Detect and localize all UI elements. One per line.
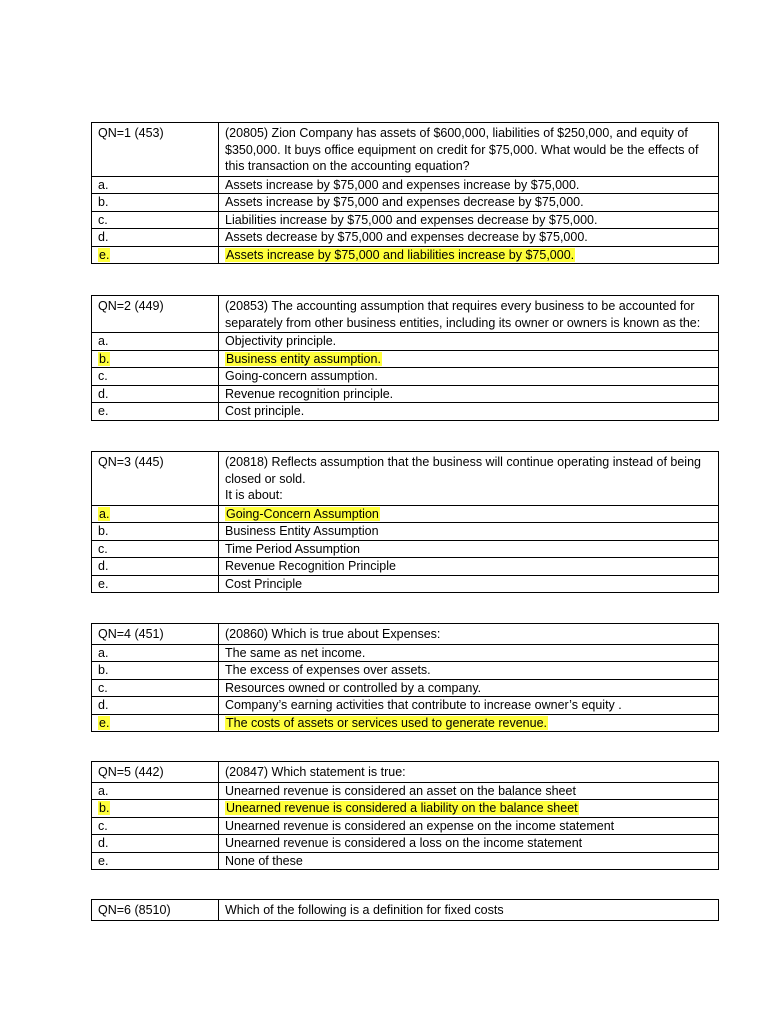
option-label-text: b.: [98, 195, 109, 209]
option-label-text: e.: [98, 576, 109, 591]
option-text-value: Time Period Assumption: [225, 541, 361, 556]
option-text-value: None of these: [225, 853, 303, 868]
option-label: [92, 697, 219, 715]
option-row: [92, 817, 719, 835]
option-label-text: d.: [98, 698, 109, 712]
option-label: [92, 558, 219, 576]
option-text: [219, 505, 719, 523]
option-label: [92, 575, 219, 593]
option-label: [92, 782, 219, 800]
option-text: [219, 385, 719, 403]
option-label: [92, 385, 219, 403]
question-table-2: [91, 295, 719, 421]
question-text: (20860) Which is true about Expenses:: [219, 624, 719, 645]
option-text-value: Resources owned or controlled by a company.: [225, 680, 482, 695]
question-text: (20805) Zion Company has assets of $600,000, liabilities of $250,000, and equity of $350,000. It buys office equipment on credit for $75,000. What would be the effects of this transaction on the accounting equation?: [219, 123, 719, 177]
option-text-value: The excess of expenses over assets.: [225, 663, 431, 677]
option-label: [92, 817, 219, 835]
question-id: QN=1 (453): [92, 123, 219, 177]
option-label-highlighted: e.: [99, 715, 110, 730]
question-id: QN=3 (445): [92, 452, 219, 506]
option-text-value: Assets decrease by $75,000 and expenses decrease by $75,000.: [225, 230, 588, 244]
option-row-correct: [92, 246, 719, 264]
option-label-text: c.: [98, 369, 108, 383]
option-row: [92, 403, 719, 421]
option-label-text: a.: [98, 645, 109, 660]
option-label: [92, 333, 219, 351]
option-text: [219, 333, 719, 351]
option-label: [92, 835, 219, 853]
option-row: [92, 211, 719, 229]
question-text: (20853) The accounting assumption that requires every business to be accounted for separately from other business entities, including its owner or owners is known as the:: [219, 296, 719, 333]
option-label-text: d.: [98, 386, 109, 401]
option-row-correct: [92, 505, 719, 523]
question-text: Which of the following is a definition for fixed costs: [219, 900, 719, 921]
option-row: [92, 229, 719, 247]
option-row: [92, 662, 719, 680]
option-text-value: Unearned revenue is considered an expense on the income statement: [225, 818, 615, 833]
option-text: [219, 697, 719, 715]
question-id: QN=4 (451): [92, 624, 219, 645]
option-row: [92, 333, 719, 351]
question-table-6: [91, 899, 719, 921]
question-row: [92, 900, 719, 921]
option-text: [219, 403, 719, 421]
question-table-4: [91, 623, 719, 732]
option-text-value: Assets increase by $75,000 and expenses decrease by $75,000.: [225, 195, 584, 209]
option-text-value: Company’s earning activities that contribute to increase owner’s equity .: [225, 698, 622, 712]
option-label: [92, 368, 219, 386]
option-label-highlighted: b.: [99, 351, 110, 366]
question-id: QN=6 (8510): [92, 900, 219, 921]
option-label-text: c.: [98, 541, 108, 556]
question-table-1: [91, 122, 719, 264]
option-label: [92, 644, 219, 662]
option-row: [92, 176, 719, 194]
option-row-correct: [92, 350, 719, 368]
option-text: [219, 835, 719, 853]
option-text: [219, 523, 719, 541]
question-id: QN=2 (449): [92, 296, 219, 333]
option-row: [92, 523, 719, 541]
option-text: [219, 194, 719, 212]
option-row: [92, 575, 719, 593]
option-label: [92, 229, 219, 247]
option-text-value: Revenue recognition principle.: [225, 386, 394, 401]
option-label-text: a.: [98, 177, 109, 192]
question-row: [92, 452, 719, 506]
question-row: [92, 624, 719, 645]
option-text-value: Assets increase by $75,000 and expenses increase by $75,000.: [225, 177, 580, 192]
option-text: [219, 229, 719, 247]
option-label-text: e.: [98, 853, 109, 868]
option-text-value: Cost Principle: [225, 576, 303, 591]
question-row: [92, 762, 719, 783]
option-label: [92, 505, 219, 523]
option-label: [92, 350, 219, 368]
option-text: [219, 817, 719, 835]
option-label: [92, 852, 219, 870]
option-label: [92, 246, 219, 264]
option-label: [92, 679, 219, 697]
question-id: QN=5 (442): [92, 762, 219, 783]
option-row-correct: [92, 800, 719, 818]
option-text-value: Unearned revenue is considered a loss on the income statement: [225, 836, 583, 850]
option-label-text: c.: [98, 680, 108, 695]
option-text-value: Business Entity Assumption: [225, 524, 379, 538]
option-label: [92, 523, 219, 541]
option-label-text: d.: [98, 836, 109, 850]
option-text: [219, 782, 719, 800]
option-label-text: b.: [98, 663, 109, 677]
question-table-3: [91, 451, 719, 593]
option-text: [219, 852, 719, 870]
option-text: [219, 558, 719, 576]
option-text-value: Liabilities increase by $75,000 and expenses decrease by $75,000.: [225, 212, 598, 227]
option-label: [92, 714, 219, 732]
option-row: [92, 558, 719, 576]
question-text: (20847) Which statement is true:: [219, 762, 719, 783]
option-text-highlighted: Business entity assumption.: [226, 351, 381, 366]
option-text: [219, 211, 719, 229]
option-text-highlighted: The costs of assets or services used to generate revenue.: [226, 715, 548, 730]
option-row: [92, 368, 719, 386]
option-text-value: The same as net income.: [225, 645, 366, 660]
option-text: [219, 800, 719, 818]
option-text-value: Unearned revenue is considered an asset on the balance sheet: [225, 783, 576, 798]
option-row: [92, 540, 719, 558]
option-text-highlighted: Unearned revenue is considered a liability on the balance sheet: [226, 801, 578, 815]
option-text: [219, 679, 719, 697]
option-text-value: Revenue Recognition Principle: [225, 559, 396, 573]
option-label-text: a.: [98, 783, 109, 798]
option-row: [92, 835, 719, 853]
question-row: [92, 123, 719, 177]
option-text: [219, 368, 719, 386]
option-text: [219, 176, 719, 194]
option-text: [219, 350, 719, 368]
option-label-text: c.: [98, 212, 108, 227]
option-text: [219, 644, 719, 662]
option-label: [92, 662, 219, 680]
option-label-highlighted: e.: [99, 247, 110, 262]
option-text-highlighted: Going-Concern Assumption: [226, 506, 379, 521]
option-text-value: Cost principle.: [225, 404, 305, 418]
option-text-value: Objectivity principle.: [225, 334, 337, 348]
option-label-text: a.: [98, 334, 109, 348]
option-row: [92, 782, 719, 800]
option-row: [92, 194, 719, 212]
option-row: [92, 644, 719, 662]
option-text: [219, 714, 719, 732]
option-label-text: b.: [98, 524, 109, 538]
option-label: [92, 403, 219, 421]
option-text-value: Going-concern assumption.: [225, 369, 378, 383]
option-row-correct: [92, 714, 719, 732]
option-label-text: d.: [98, 230, 109, 244]
option-label-highlighted: a.: [99, 506, 110, 521]
question-table-5: [91, 761, 719, 870]
option-label-text: d.: [98, 559, 109, 573]
option-row: [92, 697, 719, 715]
option-label: [92, 540, 219, 558]
option-label: [92, 194, 219, 212]
option-row: [92, 679, 719, 697]
option-label: [92, 800, 219, 818]
option-text: [219, 540, 719, 558]
option-label: [92, 211, 219, 229]
option-text: [219, 662, 719, 680]
question-row: [92, 296, 719, 333]
option-text: [219, 575, 719, 593]
question-text: (20818) Reflects assumption that the business will continue operating instead of being closed or sold. It is about:: [219, 452, 719, 506]
option-text: [219, 246, 719, 264]
option-row: [92, 385, 719, 403]
option-label-text: e.: [98, 404, 109, 418]
option-text-highlighted: Assets increase by $75,000 and liabilities increase by $75,000.: [226, 247, 575, 262]
option-row: [92, 852, 719, 870]
option-label-highlighted: b.: [99, 801, 110, 815]
option-label-text: c.: [98, 818, 108, 833]
option-label: [92, 176, 219, 194]
